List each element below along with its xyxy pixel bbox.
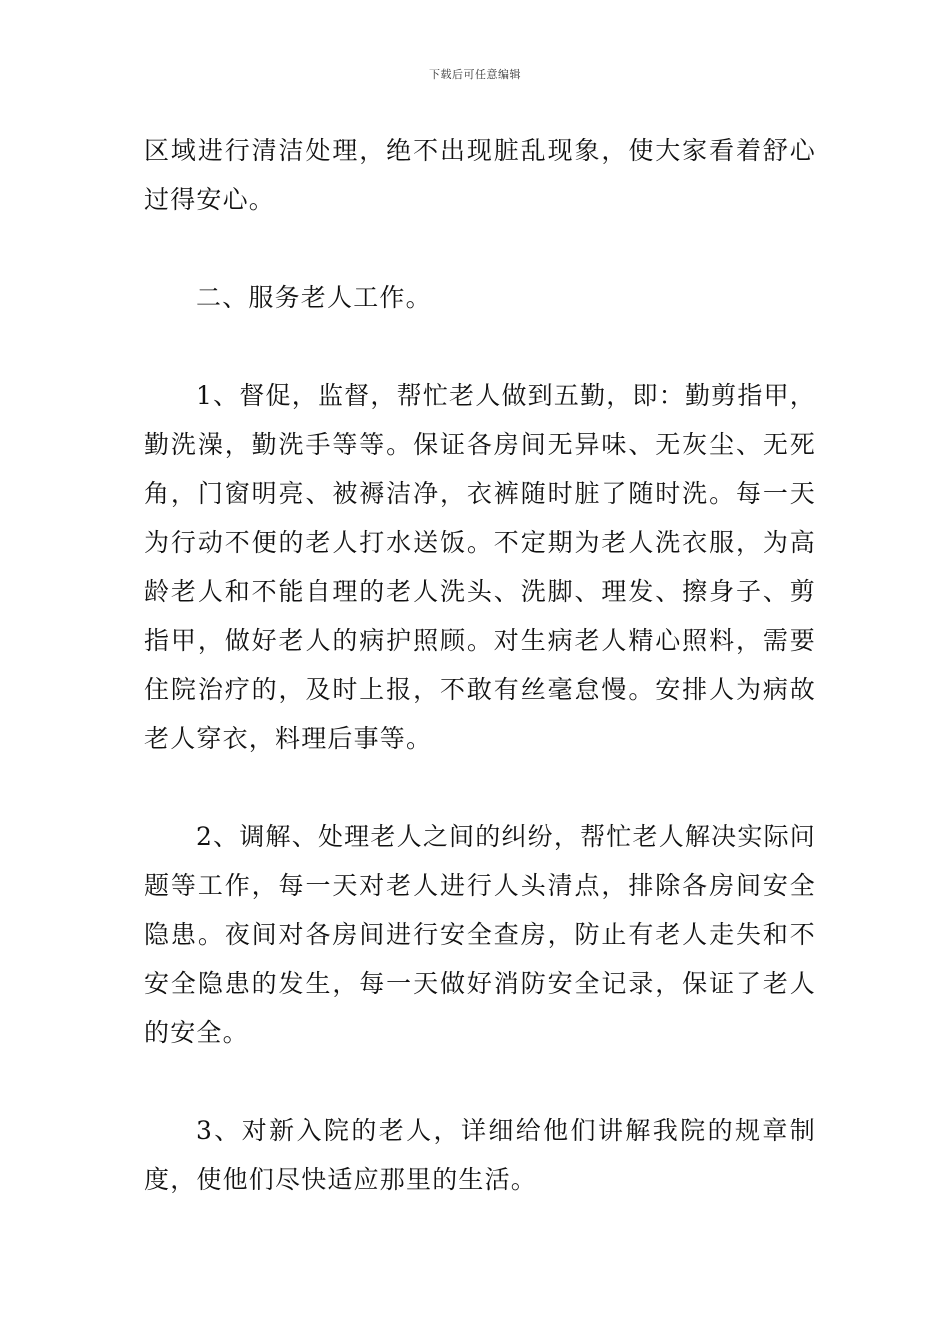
paragraph-gap xyxy=(144,224,816,273)
paragraph-item-3: 3、对新入院的老人，详细给他们讲解我院的规章制度，使他们尽快适应那里的生活。 xyxy=(144,1116,816,1194)
paragraph-gap xyxy=(144,322,816,371)
paragraph-gap xyxy=(144,1057,816,1106)
section-heading: 二、服务老人工作。 xyxy=(196,283,432,312)
paragraph-gap xyxy=(144,763,816,812)
paragraph-item-2: 2、调解、处理老人之间的纠纷，帮忙老人解决实际问题等工作，每一天对老人进行人头清点，排除各房间安全隐患。夜间对各房间进行安全查房，防止有老人走失和不安全隐患的发生，每一天做好消防安全记录，保证了老人的安全。 xyxy=(144,822,816,1047)
paragraph-continuation: 区域进行清洁处理，绝不出现脏乱现象，使大家看着舒心过得安心。 xyxy=(144,136,816,214)
document-body xyxy=(144,126,816,1204)
paragraph-item-1: 1、督促，监督，帮忙老人做到五勤，即：勤剪指甲，勤洗澡，勤洗手等等。保证各房间无异味、无灰尘、无死角，门窗明亮、被褥洁净，衣裤随时脏了随时洗。每一天为行动不便的老人打水送饭。不定期为老人洗衣服，为高龄老人和不能自理的老人洗头、洗脚、理发、擦身子、剪指甲，做好老人的病护照顾。对生病老人精心照料，需要住院治疗的，及时上报，不敢有丝毫怠慢。安排人为病故老人穿衣，料理后事等。 xyxy=(144,381,816,753)
header-note: 下载后可任意编辑 xyxy=(429,68,521,81)
